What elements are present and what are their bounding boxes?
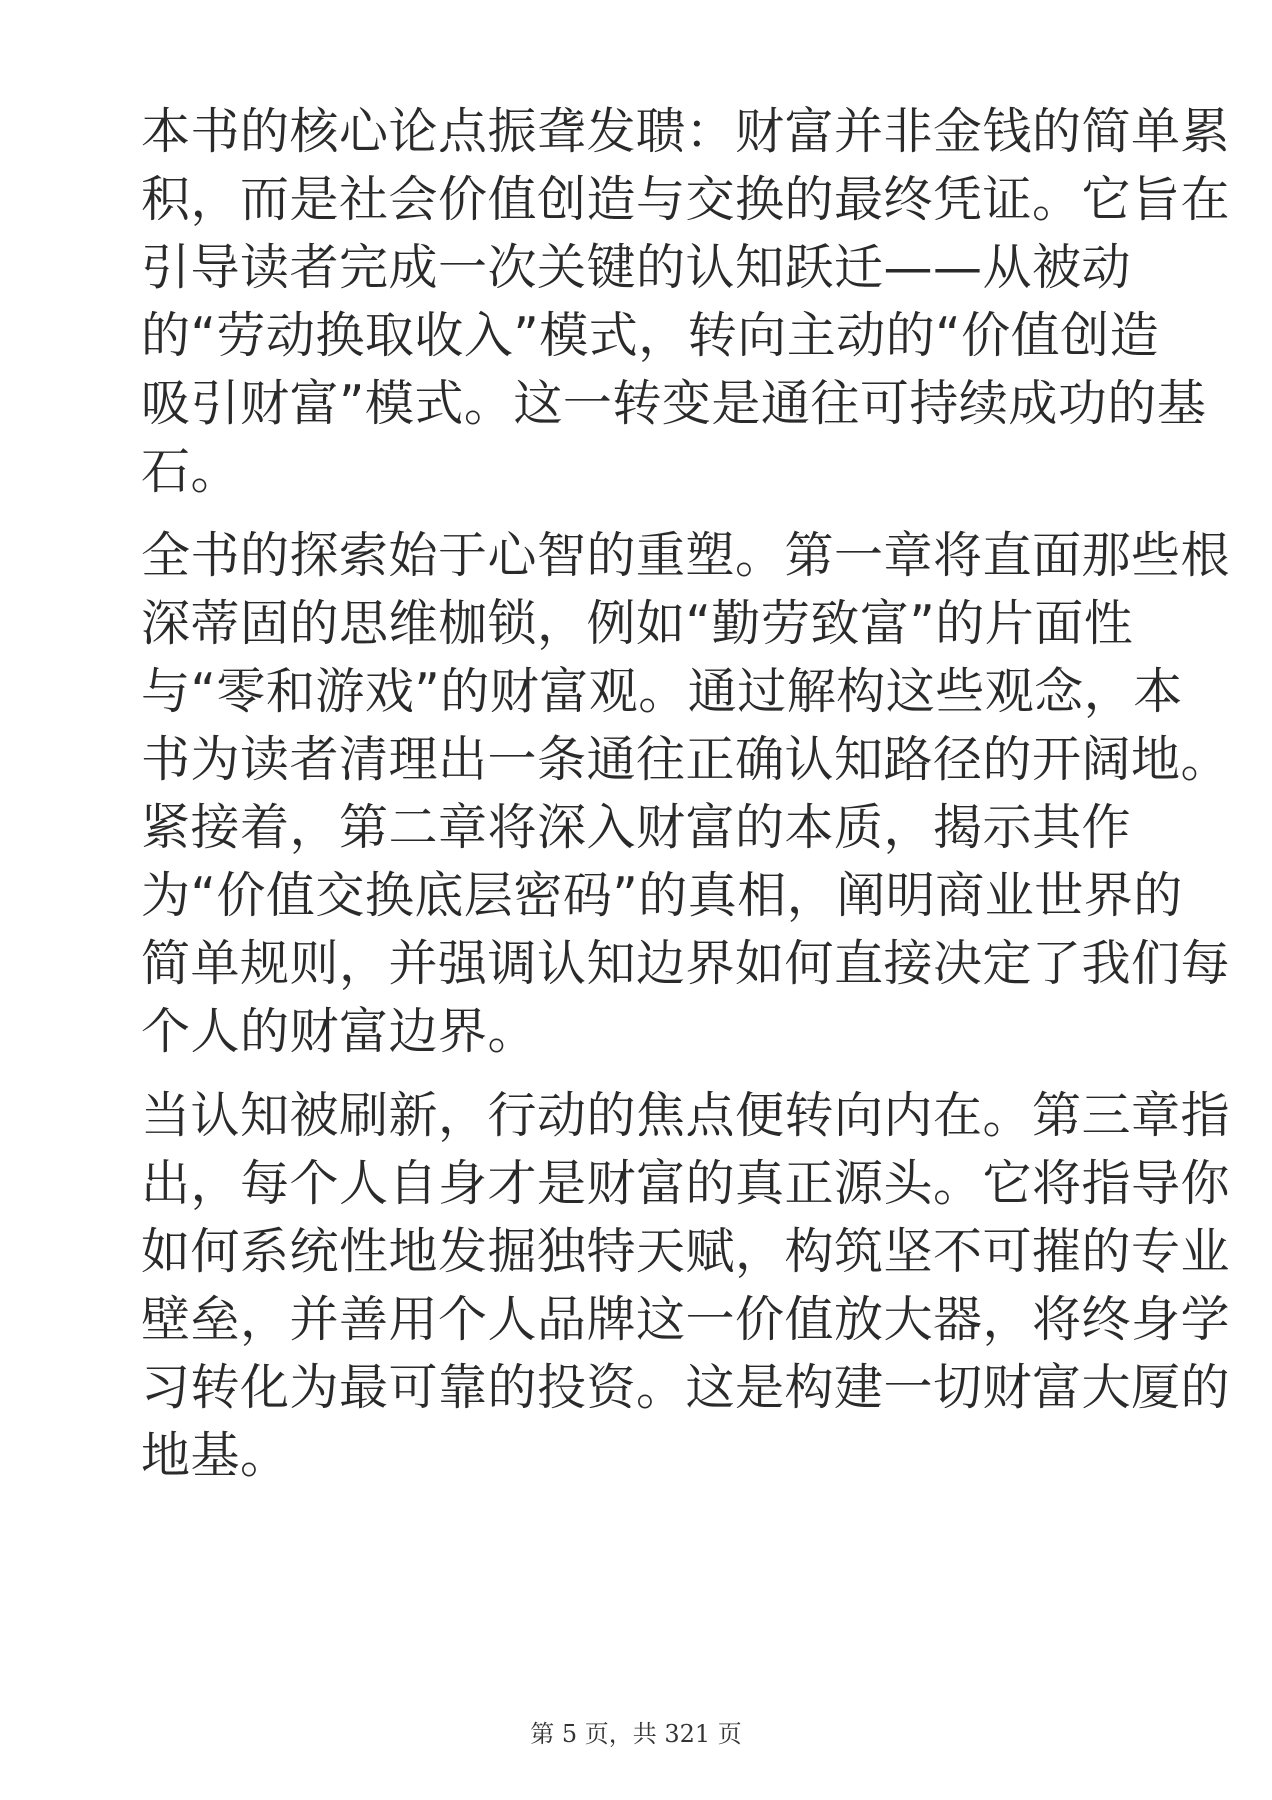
text-line: 习转化为最可靠的投资。这是构建一切财富大厦的 bbox=[141, 1359, 1231, 1416]
text-line: 的“劳动换取收入”模式，转向主动的“价值创造 bbox=[141, 307, 1160, 364]
text-line: 积，而是社会价值创造与交换的最终凭证。它旨在 bbox=[141, 171, 1231, 228]
paragraph-1 bbox=[141, 98, 1231, 506]
paragraph-2 bbox=[141, 522, 1231, 1066]
page-number: 第 5 页，共 321 页 bbox=[530, 1720, 742, 1748]
text-line: 个人的财富边界。 bbox=[141, 1003, 538, 1060]
text-line: 深蒂固的思维枷锁，例如“勤劳致富”的片面性 bbox=[141, 595, 1134, 652]
text-line: 与“零和游戏”的财富观。通过解构这些观念，本 bbox=[141, 663, 1183, 720]
text-line: 吸引财富”模式。这一转变是通往可持续成功的基 bbox=[141, 375, 1207, 432]
text-line: 简单规则，并强调认知边界如何直接决定了我们每 bbox=[141, 935, 1231, 992]
text-line: 全书的探索始于心智的重塑。第一章将直面那些根 bbox=[141, 527, 1231, 584]
text-line: 地基。 bbox=[141, 1427, 290, 1484]
text-line: 本书的核心论点振聋发聩：财富并非金钱的简单累 bbox=[141, 103, 1231, 160]
text-line: 壁垒，并善用个人品牌这一价值放大器，将终身学 bbox=[141, 1291, 1231, 1348]
text-line: 当认知被刷新，行动的焦点便转向内在。第三章指 bbox=[141, 1087, 1231, 1144]
text-line: 如何系统性地发掘独特天赋，构筑坚不可摧的专业 bbox=[141, 1223, 1231, 1280]
text-line: 书为读者清理出一条通往正确认知路径的开阔地。 bbox=[141, 731, 1231, 788]
text-line: 引导读者完成一次关键的认知跃迁——从被动 bbox=[141, 239, 1132, 296]
text-line: 紧接着，第二章将深入财富的本质，揭示其作 bbox=[141, 799, 1132, 856]
text-line: 为“价值交换底层密码”的真相，阐明商业世界的 bbox=[141, 867, 1183, 924]
body-text bbox=[141, 98, 1231, 1506]
text-line: 出，每个人自身才是财富的真正源头。它将指导你 bbox=[141, 1155, 1231, 1212]
text-line: 石。 bbox=[141, 443, 241, 500]
paragraph-3 bbox=[141, 1082, 1231, 1490]
